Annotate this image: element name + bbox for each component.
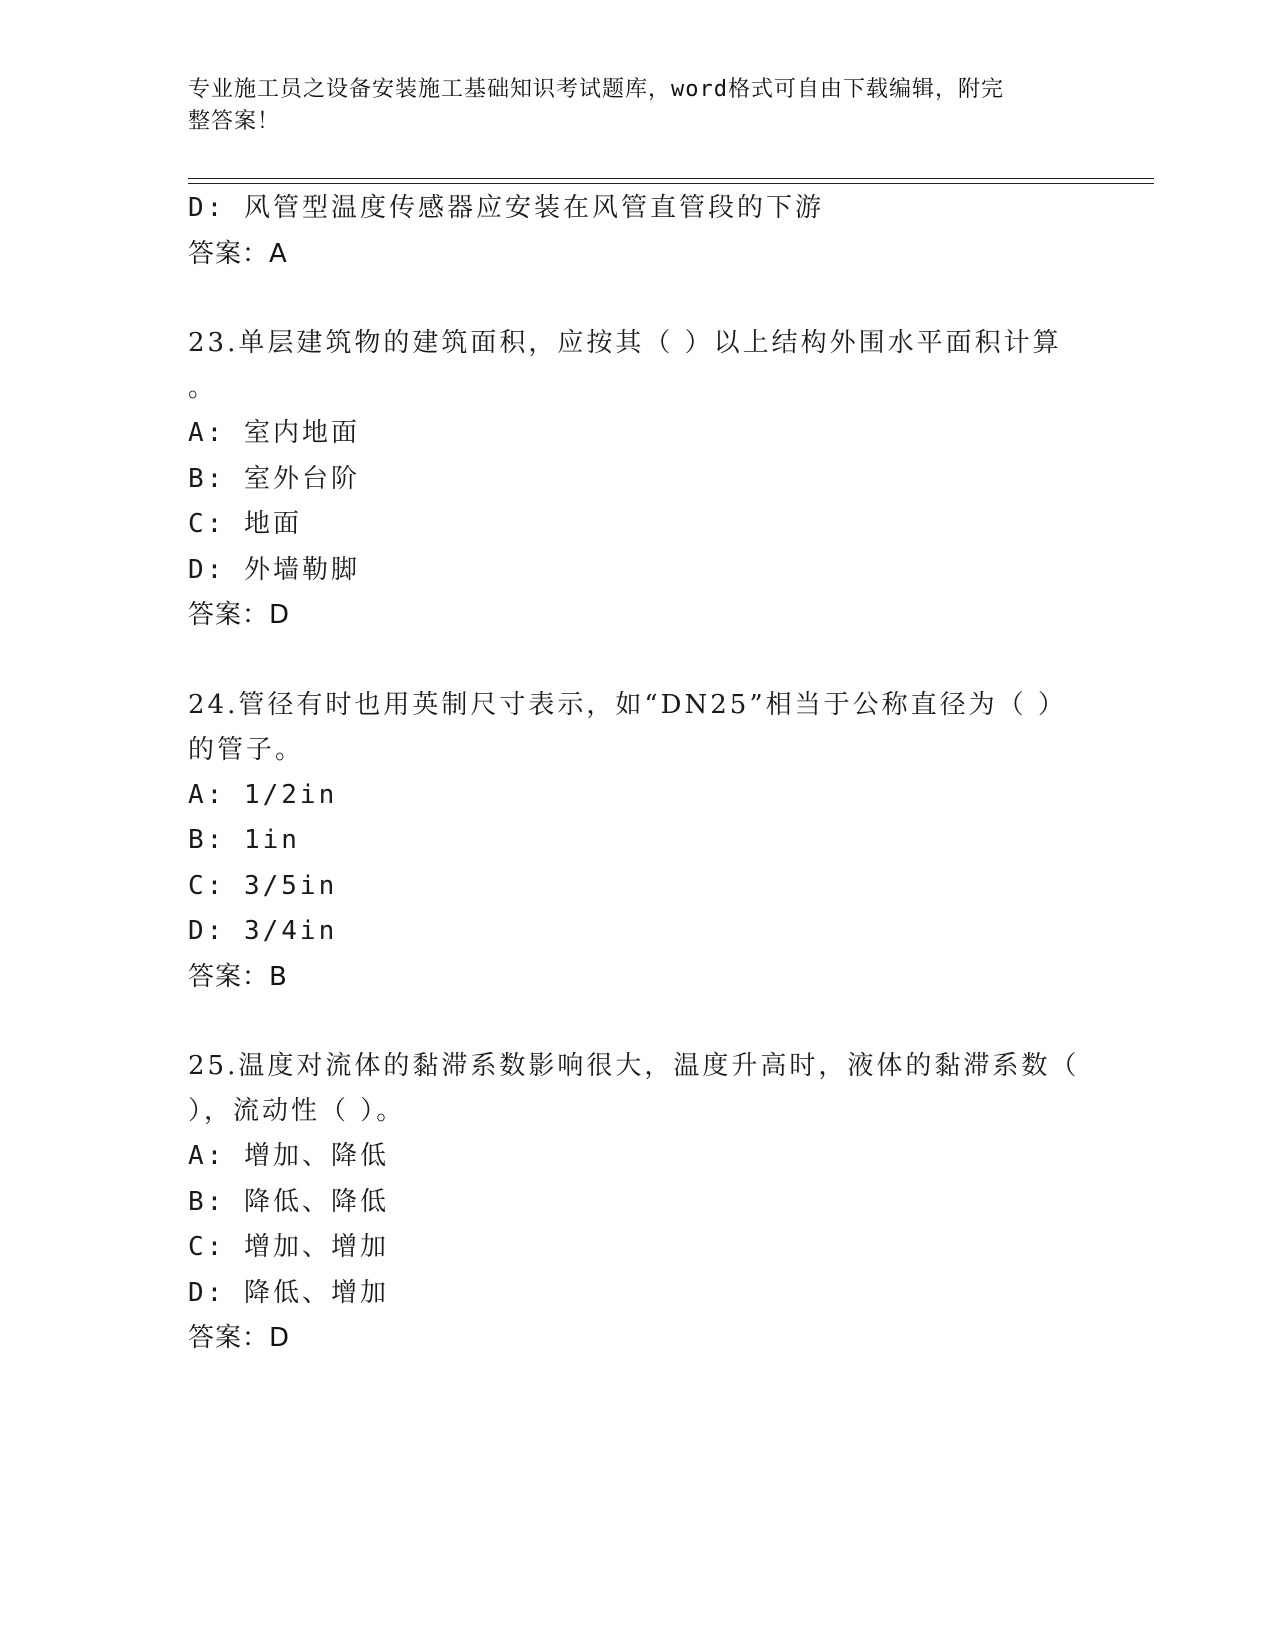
option-d: D: 降低、增加 [188, 1277, 389, 1308]
question-text-line-2: 。 [188, 373, 218, 403]
page-header [188, 74, 1088, 138]
option-c: C: 增加、增加 [188, 1232, 389, 1262]
option-d: D: 3/4in [188, 916, 338, 946]
option-a: A: 增加、降低 [188, 1141, 389, 1171]
option-b: B: 1in [188, 825, 300, 855]
header-line-1: 专业施工员之设备安装施工基础知识考试题库，word格式可自由下载编辑，附完 [188, 77, 1004, 102]
question-content [188, 186, 1088, 1362]
header-divider-bottom [188, 183, 1154, 184]
question-25 [188, 1044, 1088, 1362]
header-divider-top [188, 178, 1154, 179]
answer: 答案：D [188, 600, 291, 630]
question-text-line-1: 24.管径有时也用英制尺寸表示，如“DN25”相当于公称直径为（ ） [188, 689, 1067, 720]
question-text-line-2: 的管子。 [188, 734, 305, 765]
prev-option-d: D: 风管型温度传感器应安装在风管直管段的下游 [188, 193, 824, 223]
question-text-line-2: ），流动性（ ）。 [188, 1096, 406, 1126]
question-text-line-1: 25.温度对流体的黏滞系数影响很大，温度升高时，液体的黏滞系数（ [188, 1051, 1080, 1081]
question-23 [188, 321, 1088, 639]
answer: 答案：D [188, 1323, 291, 1353]
option-b: B: 降低、降低 [188, 1186, 389, 1217]
option-a: A: 1/2in [188, 779, 338, 810]
header-line-2: 整答案！ [188, 109, 281, 134]
option-a: A: 室内地面 [188, 418, 360, 448]
option-d: D: 外墙勒脚 [188, 554, 360, 585]
prev-answer: 答案：A [188, 238, 288, 269]
question-24 [188, 683, 1088, 1001]
answer: 答案：B [188, 961, 288, 992]
question-text-line-1: 23.单层建筑物的建筑面积，应按其（ ）以上结构外围水平面积计算 [188, 328, 1062, 358]
option-c: C: 地面 [188, 509, 302, 539]
option-c: C: 3/5in [188, 870, 338, 901]
option-b: B: 室外台阶 [188, 463, 360, 494]
